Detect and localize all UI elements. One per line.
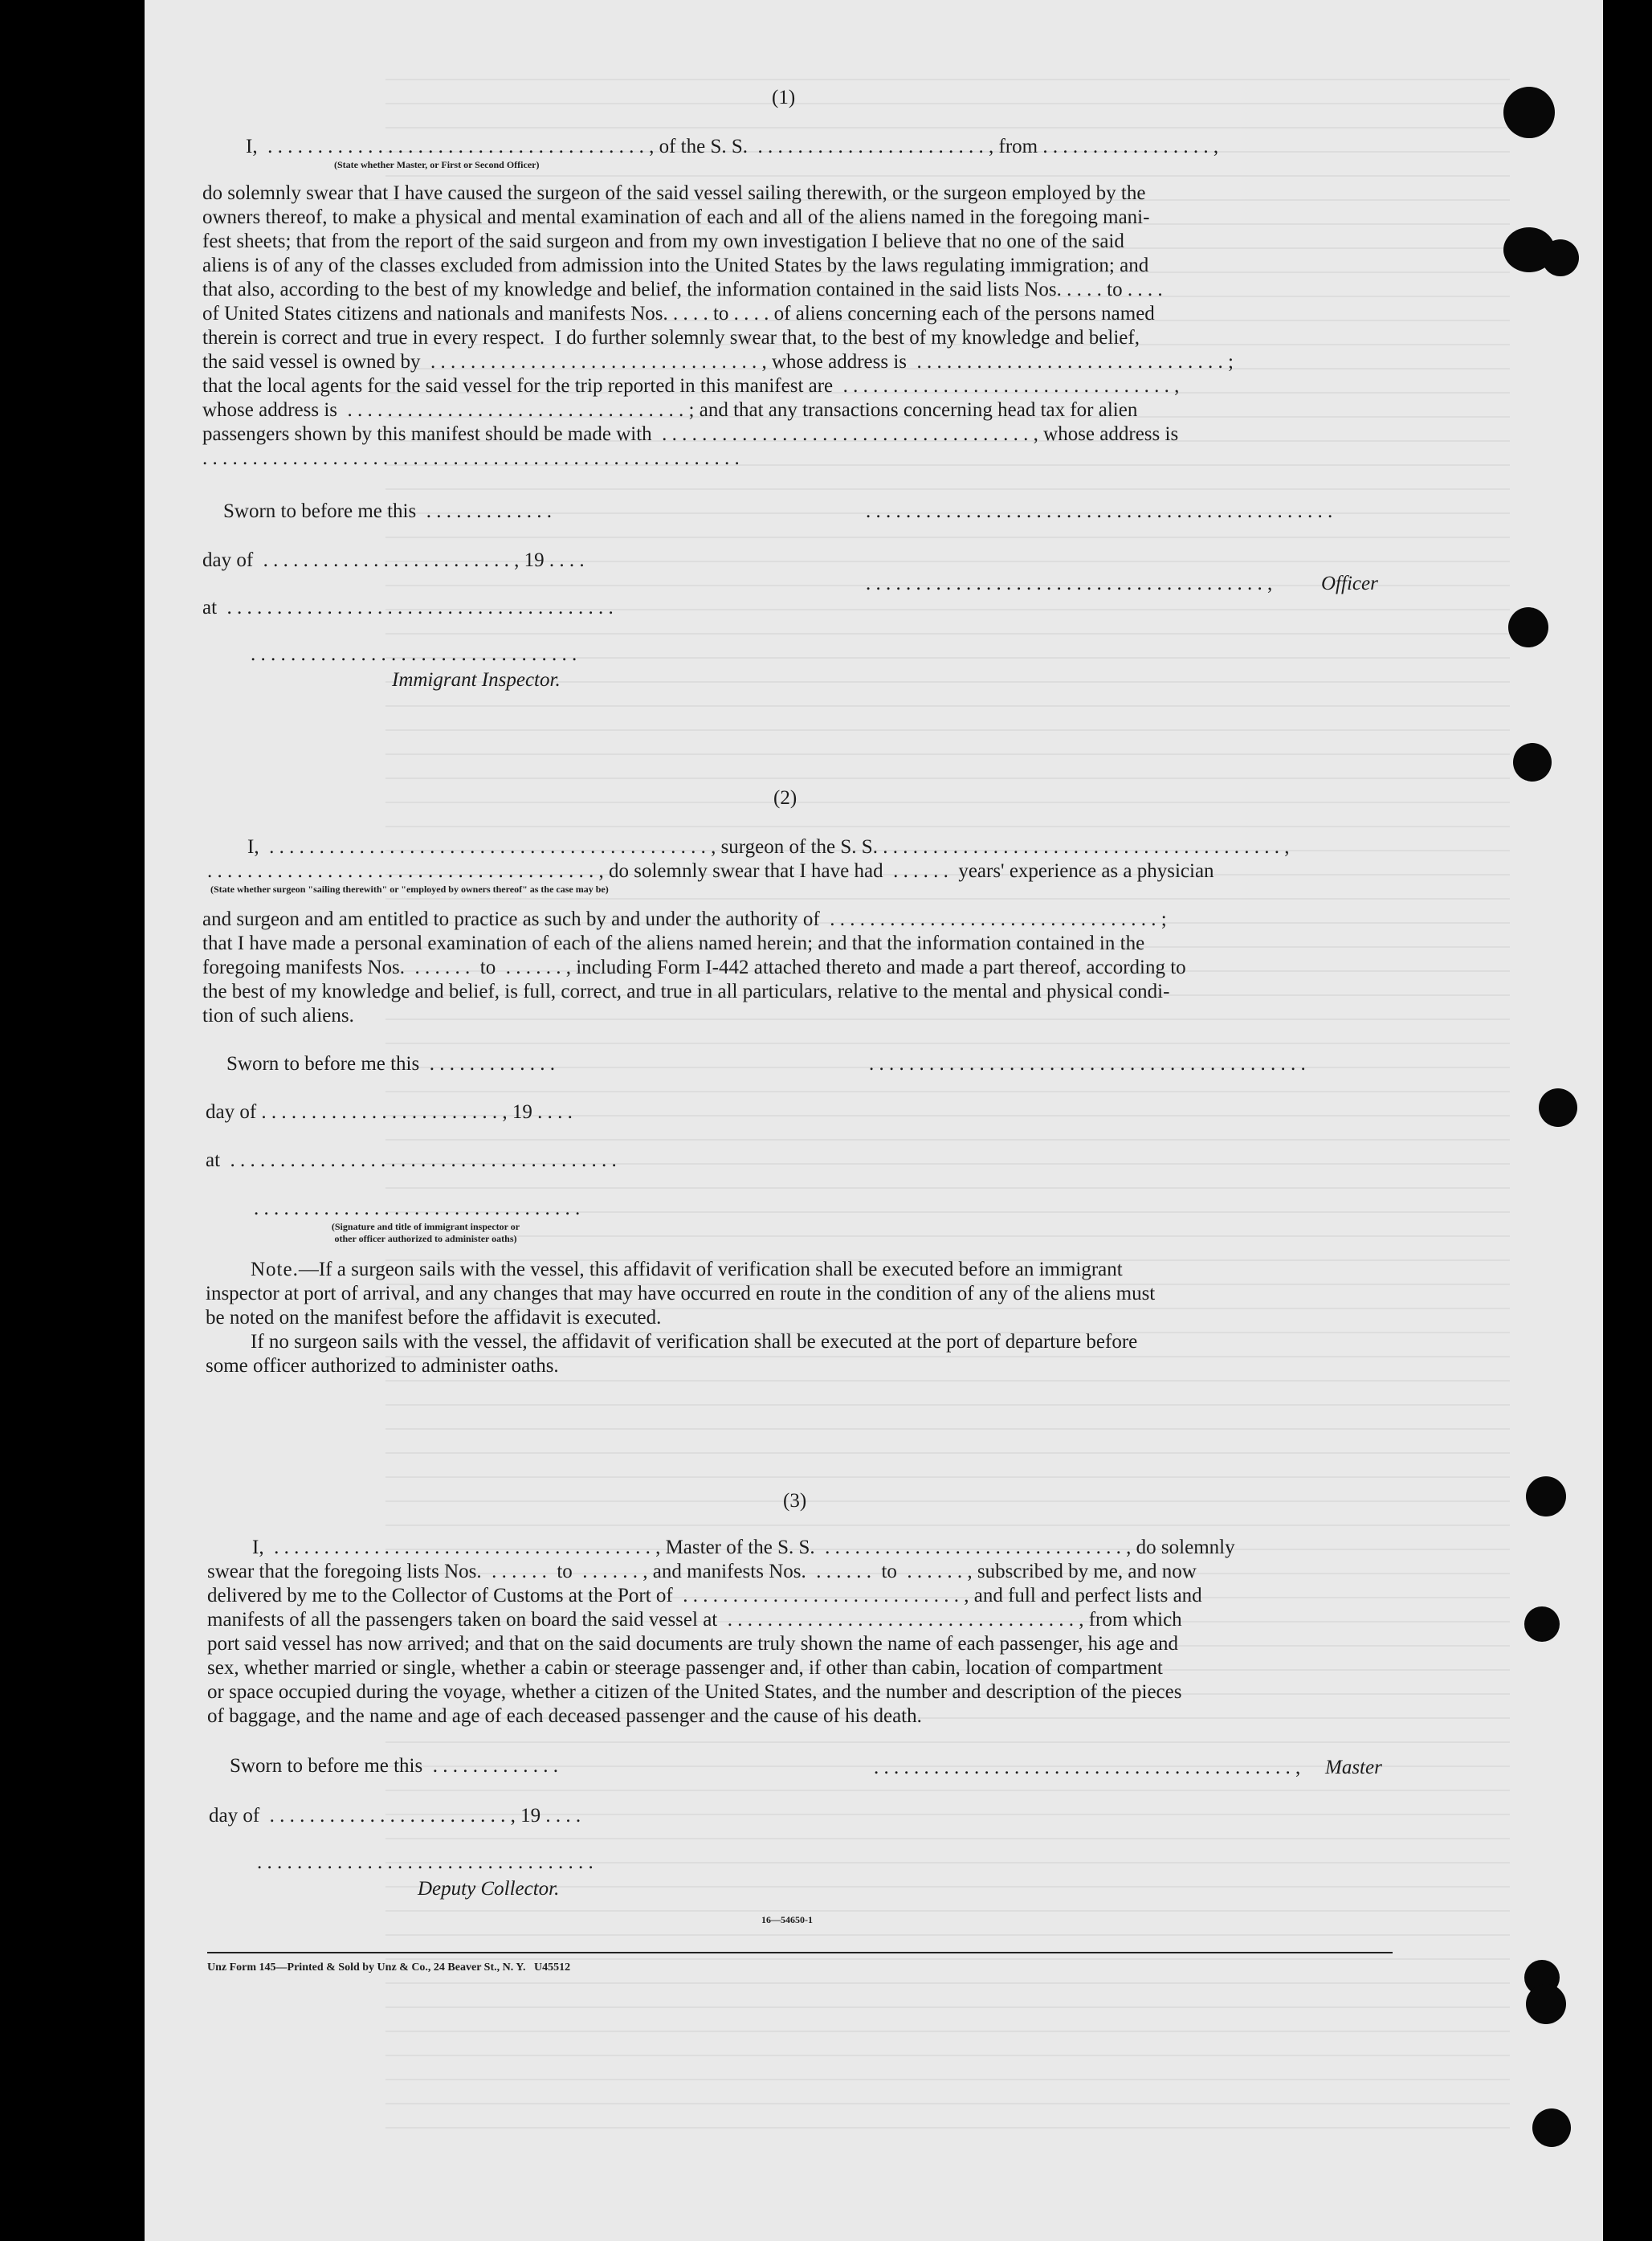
oath-line: I, . . . . . . . . . . . . . . . . . . . . . . . . . . . . . . . . . . . . . . , Master of the S. S. . . . . . . . . . . . . . . . . . . . . . . . . . . . . . . , do solemnly — [252, 1537, 1235, 1558]
immigrant-inspector-label: Immigrant Inspector. — [392, 669, 561, 691]
section-1-number: (1) — [772, 87, 796, 108]
oath-line: that I have made a personal examination of each of the aliens named herein; and that the information contained in the — [202, 933, 1145, 954]
note-line: If no surgeon sails with the vessel, the affidavit of verification shall be executed at the port of departure before — [251, 1331, 1138, 1353]
note-line: be noted on the manifest before the affidavit is executed. — [206, 1307, 662, 1329]
day-of-line-1: day of . . . . . . . . . . . . . . . . . . . . . . . . . , 19 . . . . — [202, 549, 585, 571]
oath-line: whose address is . . . . . . . . . . . . . . . . . . . . . . . . . . . . . . . . . . ; and that any transactions concerning head tax for alien — [202, 399, 1138, 421]
oath-line: manifests of all the passengers taken on board the said vessel at . . . . . . . . . . . . . . . . . . . . . . . . . . . . . . . . . . . , from which — [207, 1609, 1182, 1631]
section-2-number: (2) — [773, 787, 797, 809]
oath-line: delivered by me to the Collector of Customs at the Port of . . . . . . . . . . . . . . . . . . . . . . . . . . . . , and full and perfect lists and — [207, 1585, 1202, 1606]
sworn-before-line-2: Sworn to before me this . . . . . . . . . . . . . — [226, 1053, 555, 1075]
punch-hole — [1542, 239, 1579, 276]
inspector-signature-dots-2: . . . . . . . . . . . . . . . . . . . . . . . . . . . . . . . . . — [254, 1198, 581, 1219]
sworn-before-line-3: Sworn to before me this . . . . . . . . . . . . . — [230, 1755, 558, 1777]
punch-hole — [1526, 1476, 1566, 1516]
oath-line: therein is correct and true in every respect. I do further solemnly swear that, to the best of my knowledge and belief, — [202, 327, 1140, 349]
section-1-opening-line: I, . . . . . . . . . . . . . . . . . . . . . . . . . . . . . . . . . . . . . . , of the S. S. . . . . . . . . . . . . . . . . . . . . . . . , from . . . . . . . . . . . . . . . . . , — [246, 136, 1219, 157]
oath-line: the said vessel is owned by . . . . . . . . . . . . . . . . . . . . . . . . . . . . . . . . . , whose address is . . . . . . . . . . . . . . . . . . . . . . . . . . . . . . . ; — [202, 351, 1234, 373]
punch-hole — [1524, 1606, 1560, 1642]
surgeon-signature-dots: . . . . . . . . . . . . . . . . . . . . . . . . . . . . . . . . . . . . . . . . . . . . — [869, 1053, 1306, 1075]
at-line-2: at . . . . . . . . . . . . . . . . . . . . . . . . . . . . . . . . . . . . . . . — [206, 1149, 617, 1171]
section-2-opening-line: I, . . . . . . . . . . . . . . . . . . . . . . . . . . . . . . . . . . . . . . . . . . . . , surgeon of the S. S. . . . . . . . . . . . . . . . . . . . . . . . . . . . . . . . . . . . . . . . . , — [247, 836, 1290, 858]
officer-label: Officer — [1321, 573, 1378, 594]
form-number: 16—54650-1 — [761, 1914, 813, 1925]
punch-hole — [1503, 87, 1555, 138]
sworn-before-line-1: Sworn to before me this . . . . . . . . . . . . . — [223, 500, 552, 522]
printer-footer: Unz Form 145—Printed & Sold by Unz & Co., 24 Beaver St., N. Y. U45512 — [207, 1961, 571, 1974]
punch-hole — [1513, 743, 1552, 782]
section-1-officer-note: (State whether Master, or First or Second Officer) — [334, 159, 540, 170]
oath-line: that the local agents for the said vessel for the trip reported in this manifest are . . . . . . . . . . . . . . . . . . . . . . . . . . . . . . . . . , — [202, 375, 1180, 397]
day-of-line-2: day of . . . . . . . . . . . . . . . . . . . . . . . . , 19 . . . . — [206, 1101, 573, 1123]
oath-line: foregoing manifests Nos. . . . . . . to . . . . . . , including Form I-442 attached thereto and made a part thereof, according to — [202, 957, 1186, 978]
footer-rule — [207, 1952, 1393, 1953]
punch-hole — [1532, 2108, 1571, 2147]
oath-line: port said vessel has now arrived; and that on the said documents are truly shown the name of each passenger, his age and — [207, 1633, 1179, 1655]
deputy-collector-label: Deputy Collector. — [418, 1878, 560, 1900]
oath-line: swear that the foregoing lists Nos. . . . . . . to . . . . . . , and manifests Nos. . . . . . . to . . . . . . , subscribed by me, and now — [207, 1561, 1197, 1582]
collector-signature-dots: . . . . . . . . . . . . . . . . . . . . . . . . . . . . . . . . . . — [257, 1851, 593, 1873]
oath-line: . . . . . . . . . . . . . . . . . . . . . . . . . . . . . . . . . . . . . . . . . . . . . . . . . . . . . . — [202, 447, 740, 469]
oath-line: of baggage, and the name and age of each deceased passenger and the cause of his death. — [207, 1705, 922, 1727]
note-text: —If a surgeon sails with the vessel, this affidavit of verification shall be executed before an immigrant — [298, 1259, 1123, 1280]
note-label: Note. — [251, 1259, 299, 1280]
oath-line: or space occupied during the voyage, whether a citizen of the United States, and the number and description of the pieces — [207, 1681, 1182, 1703]
inspector-signature-dots: . . . . . . . . . . . . . . . . . . . . . . . . . . . . . . . . . — [251, 643, 577, 665]
note-line: some officer authorized to administer oaths. — [206, 1355, 559, 1377]
oath-line: owners thereof, to make a physical and mental examination of each and all of the aliens named in the foregoing mani- — [202, 206, 1150, 228]
oath-line: that also, according to the best of my knowledge and belief, the information contained in the said lists Nos. . . . . to . . . . — [202, 279, 1163, 300]
section-2-second-line: . . . . . . . . . . . . . . . . . . . . . . . . . . . . . . . . . . . . . . . , do solemnly swear that I have had . . . . . . years' experience as a physician — [207, 860, 1214, 882]
section-2-signature-note: (Signature and title of immigrant inspector or other officer authorized to administer oaths) — [331, 1221, 520, 1244]
oath-line: do solemnly swear that I have caused the surgeon of the said vessel sailing therewith, or the surgeon employed by the — [202, 182, 1146, 204]
day-of-line-3: day of . . . . . . . . . . . . . . . . . . . . . . . . , 19 . . . . — [209, 1805, 581, 1827]
officer-signature-dots: . . . . . . . . . . . . . . . . . . . . . . . . . . . . . . . . . . . . . . . . . . . . . . . — [866, 500, 1333, 522]
oath-line: sex, whether married or single, whether a cabin or steerage passenger and, if other than cabin, location of compartment — [207, 1657, 1163, 1679]
at-line-1: at . . . . . . . . . . . . . . . . . . . . . . . . . . . . . . . . . . . . . . . — [202, 597, 614, 618]
note-line — [251, 1258, 1123, 1282]
oath-line: of United States citizens and nationals and manifests Nos. . . . . to . . . . of aliens concerning each of the persons named — [202, 303, 1155, 325]
oath-line: fest sheets; that from the report of the said surgeon and from my own investigation I believe that no one of the said — [202, 231, 1124, 252]
punch-hole — [1539, 1088, 1577, 1127]
oath-line: the best of my knowledge and belief, is full, correct, and true in all particulars, relative to the mental and physical condi- — [202, 981, 1170, 1002]
punch-hole — [1508, 607, 1548, 647]
master-label: Master — [1325, 1757, 1382, 1778]
master-signature-dots: . . . . . . . . . . . . . . . . . . . . . . . . . . . . . . . . . . . . . . . . . . , — [874, 1757, 1301, 1778]
oath-line: and surgeon and am entitled to practice as such by and under the authority of . . . . . . . . . . . . . . . . . . . . . . . . . . . . . . . . . ; — [202, 908, 1167, 930]
oath-line: tion of such aliens. — [202, 1005, 354, 1027]
oath-line: aliens is of any of the classes excluded from admission into the United States by the laws regulating immigration; and — [202, 255, 1149, 276]
note-line: inspector at port of arrival, and any changes that may have occurred en route in the condition of any of the aliens must — [206, 1283, 1156, 1304]
oath-line: passengers shown by this manifest should be made with . . . . . . . . . . . . . . . . . . . . . . . . . . . . . . . . . . . . . , whose address is — [202, 423, 1179, 445]
officer-title-dots: . . . . . . . . . . . . . . . . . . . . . . . . . . . . . . . . . . . . . . . . , — [866, 573, 1273, 594]
section-3-number: (3) — [783, 1490, 807, 1512]
punch-hole — [1526, 1984, 1566, 2024]
section-2-surgeon-note: (State whether surgeon "sailing therewith" or "employed by owners thereof" as the case may be) — [210, 884, 609, 895]
